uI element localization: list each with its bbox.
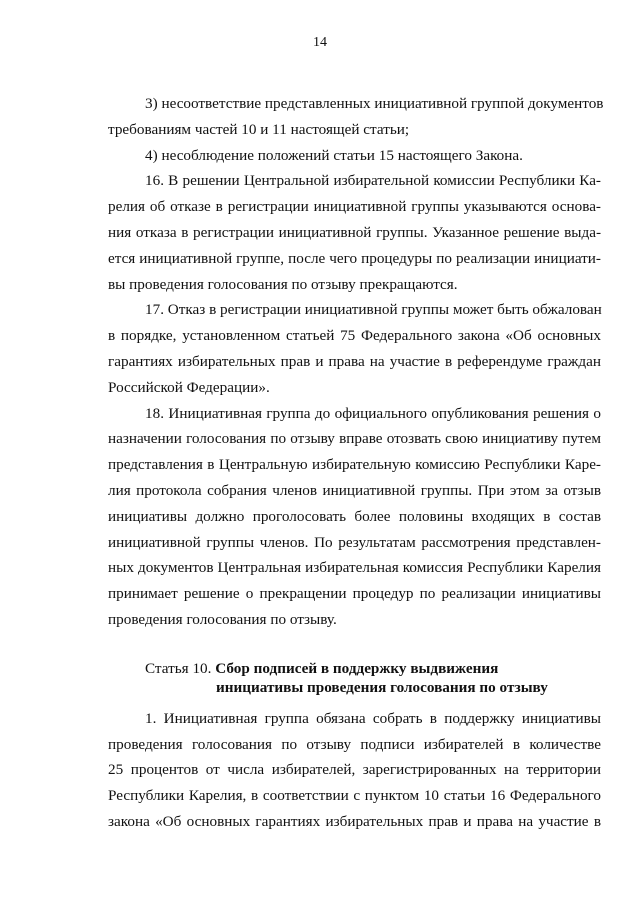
paragraph-18 bbox=[108, 401, 601, 633]
document-body bbox=[108, 91, 604, 835]
page-number: 14 bbox=[313, 35, 327, 50]
text-line: вы проведения голосования по отзыву прекращаются. bbox=[108, 275, 458, 293]
text-line: ных документов Центральная избирательная комиссия Республики Карелия bbox=[108, 559, 601, 577]
text-line: Российской Федерации». bbox=[108, 378, 270, 396]
text-line: в порядке, установленном статьей 75 Федерального закона «Об основных bbox=[108, 327, 601, 345]
text-line: 1. Инициативная группа обязана собрать в поддержку инициативы bbox=[145, 709, 601, 727]
paragraph-item-3 bbox=[108, 91, 604, 143]
article-title-line-1: Сбор подписей в поддержку выдвижения bbox=[215, 659, 499, 677]
paragraph-item-4 bbox=[108, 143, 601, 169]
text-line: проведения голосования по отзыву. bbox=[108, 610, 337, 628]
article-prefix: Статья 10. bbox=[145, 659, 212, 677]
text-line: релия об отказе в регистрации инициативной группы указываются основа- bbox=[108, 198, 601, 216]
text-line: 3) несоответствие представленных инициативной группой документов bbox=[145, 95, 604, 112]
text-line: принимает решение о прекращении процедур по реализации инициативы bbox=[108, 585, 601, 603]
text-line: гарантиях избирательных прав и права на участие в референдуме граждан bbox=[108, 352, 601, 370]
text-line: инициативы должно проголосовать более половины входящих в состав bbox=[108, 507, 601, 525]
article-heading bbox=[108, 659, 601, 697]
text-line: требованиям частей 10 и 11 настоящей статьи; bbox=[108, 120, 410, 138]
text-line: закона «Об основных гарантиях избирательных прав и права на участие в bbox=[108, 812, 601, 830]
text-line: Республики Карелия, в соответствии с пунктом 10 статьи 16 Федерального bbox=[108, 787, 601, 805]
text-line: инициативной группы членов. По результатам рассмотрения представлен- bbox=[108, 533, 601, 551]
paragraph-16 bbox=[108, 168, 601, 297]
text-line: 4) несоблюдение положений статьи 15 настоящего Закона. bbox=[145, 146, 523, 164]
article-title-line-2: инициативы проведения голосования по отзыву bbox=[216, 678, 548, 696]
text-line: 25 процентов от числа избирателей, зарегистрированных на территории bbox=[108, 761, 601, 779]
article-paragraph-1 bbox=[108, 706, 601, 835]
text-line: 18. Инициативная группа до официального опубликования решения о bbox=[145, 404, 601, 422]
section-spacer bbox=[108, 633, 601, 659]
text-line: 16. В решении Центральной избирательной комиссии Республики Ка- bbox=[145, 172, 601, 190]
text-line: проведения голосования по отзыву подписи избирателей в количестве bbox=[108, 735, 601, 753]
text-line: ется инициативной группе, после чего процедуры по реализации инициати- bbox=[108, 249, 601, 267]
text-line: 17. Отказ в регистрации инициативной группы может быть обжалован bbox=[145, 301, 602, 319]
article-heading-line-1 bbox=[108, 659, 601, 678]
text-line: представления в Центральную избирательную комиссию Республики Каре- bbox=[108, 456, 601, 474]
text-line: назначении голосования по отзыву вправе отозвать свою инициативу путем bbox=[108, 430, 601, 448]
text-line: ния отказа в регистрации инициативной группы. Указанное решение выда- bbox=[108, 223, 601, 241]
paragraph-17 bbox=[108, 297, 601, 400]
text-line: лия протокола собрания членов инициативной группы. При этом за отзыв bbox=[108, 481, 601, 499]
